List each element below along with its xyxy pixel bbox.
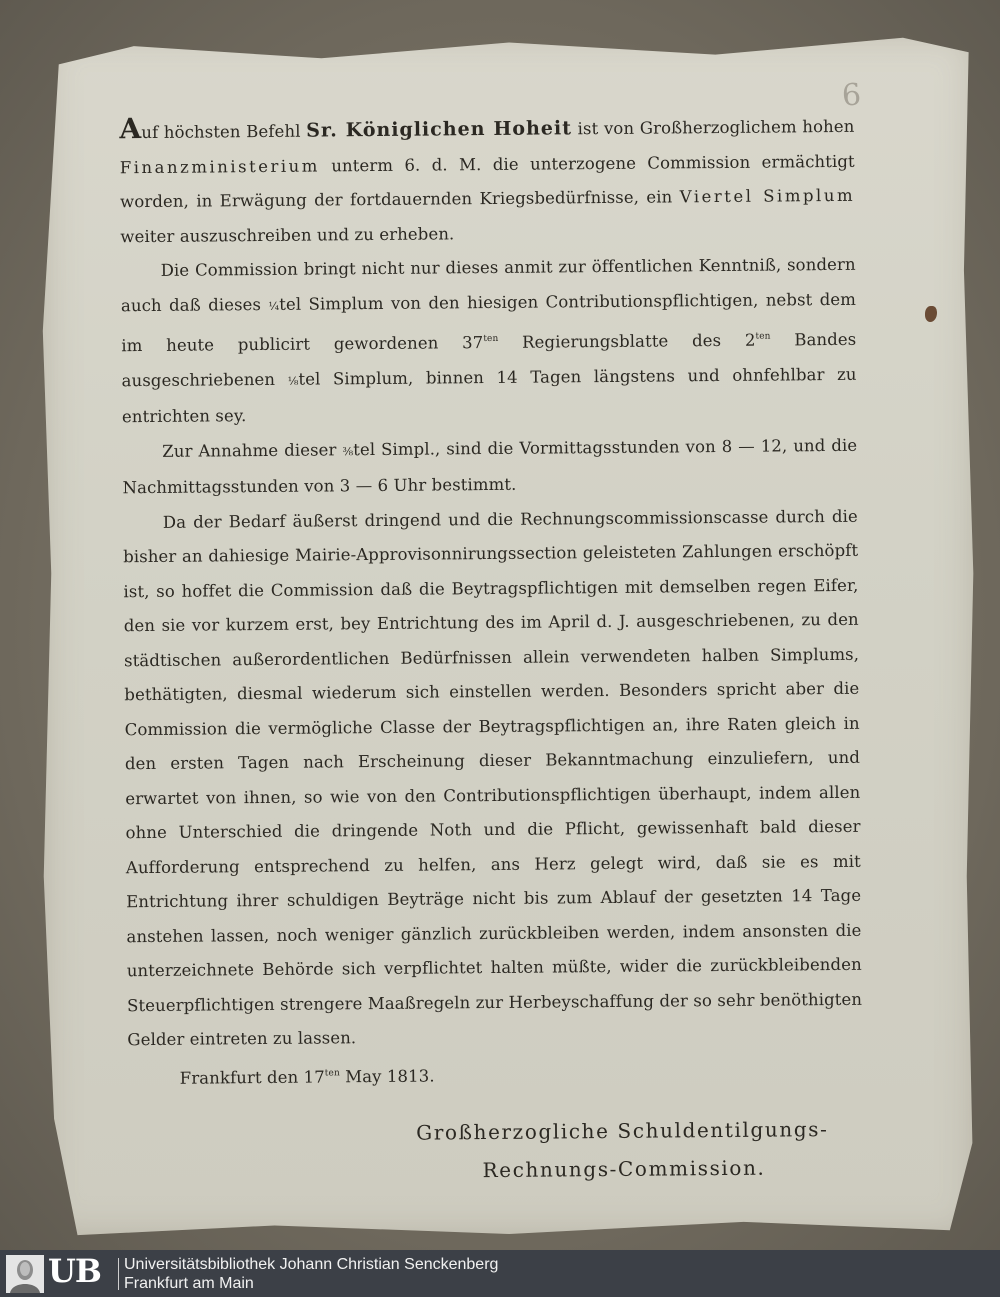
p3-b: tel Simpl., sind die Vormittagsstunden von 8 — 12, und die Nachmittagsstunden von 3 — 6 Uhr bestimmt. <box>122 435 858 498</box>
library-name-line-2: Frankfurt am Main <box>124 1275 254 1292</box>
signature-line-2: Rechnungs-Commission. <box>482 1155 766 1182</box>
ub-logo[interactable]: UB <box>48 1252 101 1290</box>
dateline <box>128 1051 863 1095</box>
portrait-logo-icon[interactable] <box>6 1255 44 1293</box>
p2-sup-2: ten <box>755 331 771 342</box>
dateline-sup: ten <box>324 1067 340 1078</box>
page-number: 6 <box>840 77 863 114</box>
p2-fraction-1: ¼ <box>268 299 280 313</box>
footer-bar <box>0 1250 1000 1297</box>
p2-a: Die Commission bringt nicht nur dieses anmit zur öffentlichen Kenntniß, sondern auch daß dieses <box>120 254 856 315</box>
intro-text-a: uf höchsten Befehl <box>141 121 307 143</box>
paragraph-3 <box>122 428 858 505</box>
intro-text-d: weiter auszuschreiben und zu erheben. <box>120 223 455 246</box>
intro-text-b: ist von Großherzoglichem hohen <box>571 116 855 139</box>
intro-text-c: unterm 6. d. M. die unterzogene Commission ermächtigt worden, in Erwägung der fortdauernden Kriegsbedürfnisse, ein <box>119 151 855 212</box>
paragraph-2 <box>121 248 858 435</box>
p2-fraction-2: ⅛ <box>287 374 299 388</box>
footer-divider <box>118 1258 119 1290</box>
p3-a: Zur Annahme dieser <box>162 439 343 461</box>
dateline-a: Frankfurt den 17 <box>179 1066 325 1088</box>
p2-b: tel Simplum von den hiesigen Contributionspflichtigen, nebst dem im heute publicirt gewordenen 37 <box>121 289 857 356</box>
quarter-simplum: Viertel Simplum <box>679 185 856 207</box>
library-name-line-1: Universitätsbibliothek Johann Christian Senckenberg <box>124 1256 499 1273</box>
intro-paragraph <box>119 109 855 254</box>
library-name[interactable] <box>124 1255 498 1293</box>
p2-e: tel Simplum, binnen 14 Tagen längstens und ohnfehlbar zu entrichten sey. <box>121 364 857 427</box>
dateline-b: May 1813. <box>339 1066 435 1086</box>
highness-title: Sr. Königlichen Hoheit <box>306 117 573 142</box>
p2-c: Regierungsblatte des 2 <box>498 330 756 352</box>
signature-line-1: Großherzogliche Schuldentilgungs- <box>416 1116 829 1145</box>
ministry-name: Finanzministerium <box>119 155 320 177</box>
document-body <box>119 109 863 1192</box>
signature-block <box>416 1109 864 1189</box>
paragraph-4: Da der Bedarf äußerst dringend und die Rechnungscommissionscasse durch die bisher an dahiesige Mairie-Approvisonnirungssection geleisteten Zahlungen erschöpft ist, so hoffet die Commission daß die Beytragspflichtigen mit demselben regen Eifer, den sie vor kurzem erst, bey Entrichtung des im April d. J. ausgeschriebenen, zu den städtischen außerordentlichen Bedürfnissen allein verwendeten halben Simplums, bethätigten, diesmal wiederum sich einstellen werden. Besonders spricht aber die Commission die vermögliche Classe der Beytragspflichtigen an, ihre Raten gleich in den ersten Tagen nach Erscheinung dieser Bekanntmachung einzuliefern, und erwartet von ihnen, so wie von den Contributionspflichtigen überhaupt, indem allen ohne Unterschied die dringende Noth und die Pflicht, gewissenhaft bald dieser Aufforderung entsprechend zu helfen, ans Herz gelegt wird, daß sie es mit Entrichtung ihrer schuldigen Beyträge nicht bis zum Ablauf der gesetzten 14 Tage anstehen lassen, noch weniger gänzlich zurückbleiben werden, indem ansonsten die unterzeichnete Behörde sich verpflichtet halten müßte, wider die zurückbleibenden Steuerpflichtigen strengere Maaßregeln zur Herbeyschaffung der so sehr benöthigten Gelder eintreten zu lassen. <box>123 506 863 1050</box>
drop-cap: A <box>119 112 142 146</box>
p2-d: Bandes ausgeschriebenen <box>121 329 857 390</box>
p3-fraction: ⅜ <box>342 444 354 458</box>
p2-sup-1: ten <box>483 333 499 345</box>
